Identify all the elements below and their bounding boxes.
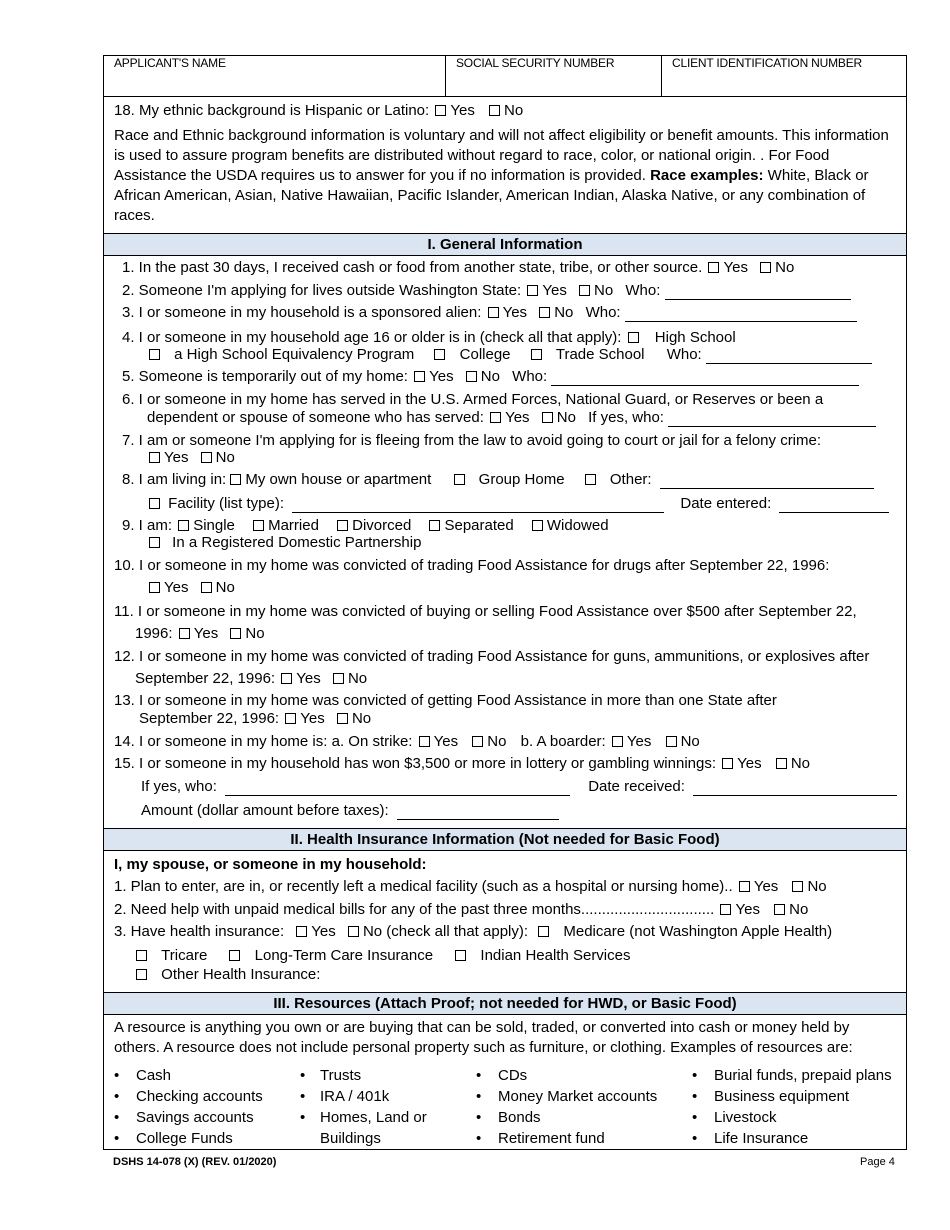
yes-label: Yes: [164, 449, 189, 466]
q14-boarder-no-checkbox[interactable]: [666, 736, 677, 747]
list-item: [692, 1065, 892, 1086]
yes-label: Yes: [735, 901, 760, 918]
general-q9-row2: [147, 534, 421, 552]
other-insurance-label: Other Health Insurance:: [161, 966, 321, 983]
section-health-header: II. Health Insurance Information (Not needed for Basic Food): [104, 828, 906, 851]
health-q1: [114, 878, 827, 896]
bullet: •: [114, 1130, 120, 1147]
medicare-label: Medicare (not Washington Apple Health): [563, 923, 833, 940]
yes-label: Yes: [311, 923, 336, 940]
list-item: [476, 1086, 657, 1107]
bullet: •: [692, 1067, 698, 1084]
who-label: Who:: [666, 346, 702, 363]
resource-label: Retirement fund: [498, 1130, 605, 1147]
resource-label: Money Market accounts: [498, 1088, 658, 1105]
q8-other-input[interactable]: [660, 475, 874, 489]
q11-yes-checkbox[interactable]: [179, 628, 190, 639]
health-q3-no-checkbox[interactable]: [348, 926, 359, 937]
resource-label: Trusts: [320, 1067, 362, 1084]
q6-yes-checkbox[interactable]: [490, 412, 501, 423]
amount-label: Amount (dollar amount before taxes):: [141, 802, 389, 819]
resource-label: Bonds: [498, 1109, 541, 1126]
no-label: No: [480, 368, 500, 385]
resources-col3: [476, 1065, 657, 1149]
q7-yes-checkbox[interactable]: [149, 452, 160, 463]
q14-boarder-yes-checkbox[interactable]: [612, 736, 623, 747]
q4-high-school-checkbox[interactable]: [628, 332, 639, 343]
q8-text: 8. I am living in:: [122, 471, 227, 488]
q18-row: [114, 102, 523, 120]
health-q3-text: 3. Have health insurance:: [114, 923, 285, 940]
divorced-label: Divorced: [352, 517, 412, 534]
general-q4-row2: [147, 346, 872, 364]
bullet: •: [114, 1088, 120, 1105]
no-label: No: [362, 923, 383, 940]
q15-who-input[interactable]: [225, 782, 570, 796]
college-label: College: [459, 346, 511, 363]
general-q13-row2: [139, 710, 371, 728]
client-id-label: CLIENT IDENTIFICATION NUMBER: [672, 56, 862, 70]
widowed-label: Widowed: [546, 517, 609, 534]
q18-no-checkbox[interactable]: [489, 105, 500, 116]
list-item: [300, 1107, 427, 1128]
general-q6-row2: [147, 409, 876, 427]
boarder-label: b. A boarder:: [520, 733, 606, 750]
list-item: [692, 1086, 892, 1107]
q9-divorced-checkbox[interactable]: [337, 520, 348, 531]
date-entered-label: Date entered:: [680, 495, 772, 512]
medicare-checkbox[interactable]: [538, 926, 549, 937]
single-label: Single: [193, 517, 235, 534]
general-q14: [114, 733, 700, 751]
rdp-label: In a Registered Domestic Partnership: [172, 534, 422, 551]
q9-single-checkbox[interactable]: [178, 520, 189, 531]
yes-label: Yes: [450, 102, 475, 119]
form-page: [103, 55, 907, 1150]
list-item: [692, 1128, 892, 1149]
no-label: No: [790, 755, 811, 772]
general-q7-row2: [147, 449, 235, 467]
tricare-label: Tricare: [161, 947, 208, 964]
bullet: •: [476, 1067, 482, 1084]
bullet: •: [114, 1067, 120, 1084]
yes-label: Yes: [542, 282, 567, 299]
general-q5: [122, 368, 859, 386]
yes-label: Yes: [164, 579, 189, 596]
who-label: Who:: [585, 304, 621, 321]
list-item: [114, 1065, 263, 1086]
q2-who-input[interactable]: [665, 286, 851, 300]
client-id-field[interactable]: [662, 56, 906, 96]
health-q2-no-checkbox[interactable]: [774, 904, 785, 915]
yes-label: Yes: [502, 304, 528, 321]
bullet: •: [114, 1109, 120, 1126]
resource-label: Cash: [136, 1067, 172, 1084]
ltc-checkbox[interactable]: [229, 950, 240, 961]
header-row: [104, 56, 906, 97]
general-q7: 7. I am or someone I'm applying for is fleeing from the law to avoid going to court or jail for a felony crime:: [122, 432, 822, 449]
resource-label: Business equipment: [714, 1088, 850, 1105]
q6-text: dependent or spouse of someone who has served:: [147, 409, 484, 426]
race-note: [114, 126, 902, 226]
q6-who-input[interactable]: [668, 413, 876, 427]
q1-text: 1. In the past 30 days, I received cash or food from another state, tribe, or other source.: [122, 259, 703, 276]
health-q2: [114, 901, 808, 919]
no-label: No: [215, 579, 235, 596]
general-q15-row2: [141, 778, 897, 796]
general-q1: [122, 259, 794, 277]
health-q3-row3: [134, 966, 320, 984]
no-label: No: [789, 901, 809, 918]
q15-amount-input[interactable]: [397, 806, 559, 820]
q6-no-checkbox[interactable]: [542, 412, 553, 423]
q1-no-checkbox[interactable]: [760, 262, 771, 273]
bullet: •: [300, 1109, 306, 1126]
list-item: [114, 1128, 263, 1149]
q9-separated-checkbox[interactable]: [429, 520, 440, 531]
q8-facility-input[interactable]: [292, 499, 664, 513]
resources-intro: A resource is anything you own or are buying that can be sold, traded, or converted into cash or money held by others. A resource does not include personal property such as furniture, or clothing. Examples of resources are:: [114, 1019, 853, 1056]
equivalency-label: a High School Equivalency Program: [174, 346, 415, 363]
yes-label: Yes: [429, 368, 454, 385]
q15-text: 15. I or someone in my household has won $3,500 or more in lottery or gambling winnings:: [114, 755, 716, 772]
q4-equivalency-checkbox[interactable]: [149, 349, 160, 360]
health-q2-text: 2. Need help with unpaid medical bills for any of the past three months................................: [114, 901, 715, 918]
no-label: No: [554, 304, 574, 321]
q14-strike-yes-checkbox[interactable]: [419, 736, 430, 747]
yes-label: Yes: [193, 625, 219, 642]
q8-facility-checkbox[interactable]: [149, 498, 160, 509]
tricare-checkbox[interactable]: [136, 950, 147, 961]
ssn-field[interactable]: [446, 56, 662, 96]
q15-no-checkbox[interactable]: [776, 758, 787, 769]
general-q13: 13. I or someone in my home was convicted of getting Food Assistance in more than one State after: [114, 692, 777, 709]
yes-label: Yes: [433, 733, 459, 750]
list-item: [300, 1086, 427, 1107]
q8-other-checkbox[interactable]: [585, 474, 596, 485]
resources-col1: [114, 1065, 263, 1149]
list-item: [300, 1065, 427, 1086]
no-label: No: [594, 282, 614, 299]
general-q2: [122, 282, 851, 300]
yes-label: Yes: [753, 878, 779, 895]
who-label: Who:: [512, 368, 548, 385]
yes-label: Yes: [296, 670, 321, 687]
trade-school-label: Trade School: [555, 346, 645, 363]
other-label: Other:: [609, 471, 652, 488]
q4-who-input[interactable]: [706, 350, 872, 364]
general-q6: 6. I or someone in my home has served in the U.S. Armed Forces, National Guard, or Reserves or been a: [122, 391, 824, 408]
q10-yes-checkbox[interactable]: [149, 582, 160, 593]
resource-label: Livestock: [714, 1109, 777, 1126]
q13-no-checkbox[interactable]: [337, 713, 348, 724]
high-school-label: High School: [654, 329, 736, 346]
general-q11: 11. I or someone in my home was convicted of buying or selling Food Assistance over $500 after September 22,: [114, 603, 857, 620]
general-q11-row2: [135, 625, 265, 643]
list-item: [692, 1107, 892, 1128]
if-yes-who-label: If yes, who:: [141, 778, 217, 795]
group-home-label: Group Home: [478, 471, 565, 488]
list-item: [114, 1107, 263, 1128]
check-all-label: (check all that apply):: [386, 923, 529, 940]
health-intro: I, my spouse, or someone in my household:: [114, 856, 427, 873]
race-note-text: Race and Ethnic background information is voluntary and will not affect eligibility or benefit amounts. This information is used to assure program benefits are distributed without regard to race, color, or national origin. . For Food Assistance the USDA requires us to answer for you if no information is provided.: [114, 127, 889, 184]
q2-text: 2. Someone I'm applying for lives outside Washington State:: [122, 282, 522, 299]
married-label: Married: [268, 517, 319, 534]
general-q10-row2: [147, 579, 235, 597]
yes-label: Yes: [723, 259, 748, 276]
q4-text: 4. I or someone in my household age 16 or older is in (check all that apply):: [122, 329, 622, 346]
no-label: No: [556, 409, 576, 426]
section-resources-header: III. Resources (Attach Proof; not needed for HWD, or Basic Food): [104, 992, 906, 1015]
bullet: •: [692, 1109, 698, 1126]
separated-label: Separated: [444, 517, 514, 534]
list-item: [476, 1128, 657, 1149]
bullet: •: [692, 1130, 698, 1147]
q12-date: September 22, 1996:: [135, 670, 276, 687]
ihs-checkbox[interactable]: [455, 950, 466, 961]
general-q12: 12. I or someone in my home was convicted of trading Food Assistance for guns, ammunitions, or explosives after: [114, 648, 870, 665]
q8-own-house-checkbox[interactable]: [230, 474, 241, 485]
no-label: No: [487, 733, 507, 750]
race-examples: White, Black or African American, Asian, Native Hawaiian, Pacific Islander, American Indian, Alaska Native, or any combination of races.: [114, 167, 869, 224]
health-q2-yes-checkbox[interactable]: [720, 904, 731, 915]
resource-label: Checking accounts: [136, 1088, 263, 1105]
no-label: No: [680, 733, 700, 750]
bullet: •: [476, 1088, 482, 1105]
resource-label: Buildings: [320, 1130, 381, 1147]
list-item: [300, 1128, 427, 1149]
list-item: [476, 1065, 657, 1086]
q5-who-input[interactable]: [551, 372, 859, 386]
yes-label: Yes: [300, 710, 325, 727]
bullet: •: [692, 1088, 698, 1105]
facility-label: Facility (list type):: [168, 495, 285, 512]
yes-label: Yes: [505, 409, 530, 426]
page-number: Page 4: [860, 1156, 895, 1168]
q8-group-home-checkbox[interactable]: [454, 474, 465, 485]
health-q1-no-checkbox[interactable]: [792, 881, 803, 892]
resources-col2: [300, 1065, 427, 1149]
q5-no-checkbox[interactable]: [466, 371, 477, 382]
general-q8: [122, 471, 874, 489]
resource-label: Life Insurance: [714, 1130, 809, 1147]
q1-yes-checkbox[interactable]: [708, 262, 719, 273]
q15-yes-checkbox[interactable]: [722, 758, 733, 769]
list-item: [476, 1107, 657, 1128]
race-examples-heading: Race examples:: [650, 167, 764, 184]
yes-label: Yes: [626, 733, 652, 750]
bullet: •: [300, 1067, 306, 1084]
no-label: No: [504, 102, 524, 119]
ltc-label: Long-Term Care Insurance: [254, 947, 434, 964]
q10-no-checkbox[interactable]: [201, 582, 212, 593]
no-label: No: [351, 710, 372, 727]
section-general-header: I. General Information: [104, 233, 906, 256]
q14-text: 14. I or someone in my home is: a. On strike:: [114, 733, 413, 750]
q4-college-checkbox[interactable]: [434, 349, 445, 360]
q4-trade-checkbox[interactable]: [531, 349, 542, 360]
q9-widowed-checkbox[interactable]: [532, 520, 543, 531]
yes-label: Yes: [737, 755, 762, 772]
q18-label: 18. My ethnic background is Hispanic or Latino:: [114, 102, 430, 119]
resource-label: Savings accounts: [136, 1109, 254, 1126]
resource-label: Homes, Land or: [320, 1109, 427, 1126]
no-label: No: [215, 449, 235, 466]
list-item: [114, 1086, 263, 1107]
bullet: •: [300, 1088, 306, 1105]
general-q15: [114, 755, 810, 773]
no-label: No: [807, 878, 827, 895]
resource-label: IRA / 401k: [320, 1088, 390, 1105]
if-yes-who-label: If yes, who:: [588, 409, 664, 426]
ssn-label: SOCIAL SECURITY NUMBER: [456, 56, 615, 70]
no-label: No: [775, 259, 795, 276]
q15-date-input[interactable]: [693, 782, 897, 796]
resource-label: Burial funds, prepaid plans: [714, 1067, 892, 1084]
health-q1-text: 1. Plan to enter, are in, or recently left a medical facility (such as a hospital or nursing home)..: [114, 878, 733, 895]
q3-text: 3. I or someone in my household is a sponsored alien:: [122, 304, 482, 321]
own-house-label: My own house or apartment: [245, 471, 432, 488]
q5-text: 5. Someone is temporarily out of my home:: [122, 368, 408, 385]
q13-date: September 22, 1996:: [139, 710, 280, 727]
q11-no-checkbox[interactable]: [230, 628, 241, 639]
general-q12-row2: [135, 670, 367, 688]
q12-no-checkbox[interactable]: [333, 673, 344, 684]
health-q1-yes-checkbox[interactable]: [739, 881, 750, 892]
applicant-name-label: APPLICANT'S NAME: [114, 56, 226, 70]
general-q8-row2: [147, 495, 889, 513]
health-q3-row2: [134, 947, 631, 965]
q5-yes-checkbox[interactable]: [414, 371, 425, 382]
resource-label: College Funds: [136, 1130, 233, 1147]
q13-yes-checkbox[interactable]: [285, 713, 296, 724]
q9-text: 9. I am:: [122, 517, 173, 534]
q11-year: 1996:: [135, 625, 173, 642]
general-q4: [122, 329, 736, 347]
general-q15-row3: [141, 802, 559, 820]
no-label: No: [245, 625, 265, 642]
other-insurance-checkbox[interactable]: [136, 969, 147, 980]
health-q3-yes-checkbox[interactable]: [296, 926, 307, 937]
q12-yes-checkbox[interactable]: [281, 673, 292, 684]
q8-date-input[interactable]: [779, 499, 889, 513]
q2-no-checkbox[interactable]: [579, 285, 590, 296]
q9-rdp-checkbox[interactable]: [149, 537, 160, 548]
q9-married-checkbox[interactable]: [253, 520, 264, 531]
resource-label: CDs: [498, 1067, 528, 1084]
general-q3: [122, 304, 857, 322]
who-label: Who:: [625, 282, 661, 299]
bullet: •: [476, 1109, 482, 1126]
general-q10: 10. I or someone in my home was convicted of trading Food Assistance for drugs after September 22, 1996:: [114, 557, 830, 574]
q3-yes-checkbox[interactable]: [488, 307, 499, 318]
resources-col4: [692, 1065, 892, 1149]
ihs-label: Indian Health Services: [480, 947, 631, 964]
q3-who-input[interactable]: [625, 308, 857, 322]
q3-no-checkbox[interactable]: [539, 307, 550, 318]
q2-yes-checkbox[interactable]: [527, 285, 538, 296]
q14-strike-no-checkbox[interactable]: [472, 736, 483, 747]
form-id: DSHS 14-078 (X) (REV. 01/2020): [113, 1156, 277, 1168]
applicant-name-field[interactable]: [104, 56, 446, 96]
q7-no-checkbox[interactable]: [201, 452, 212, 463]
no-label: No: [347, 670, 368, 687]
general-q9: [122, 517, 609, 535]
health-q3: [114, 923, 832, 941]
q18-yes-checkbox[interactable]: [435, 105, 446, 116]
bullet: •: [476, 1130, 482, 1147]
date-received-label: Date received:: [588, 778, 685, 795]
